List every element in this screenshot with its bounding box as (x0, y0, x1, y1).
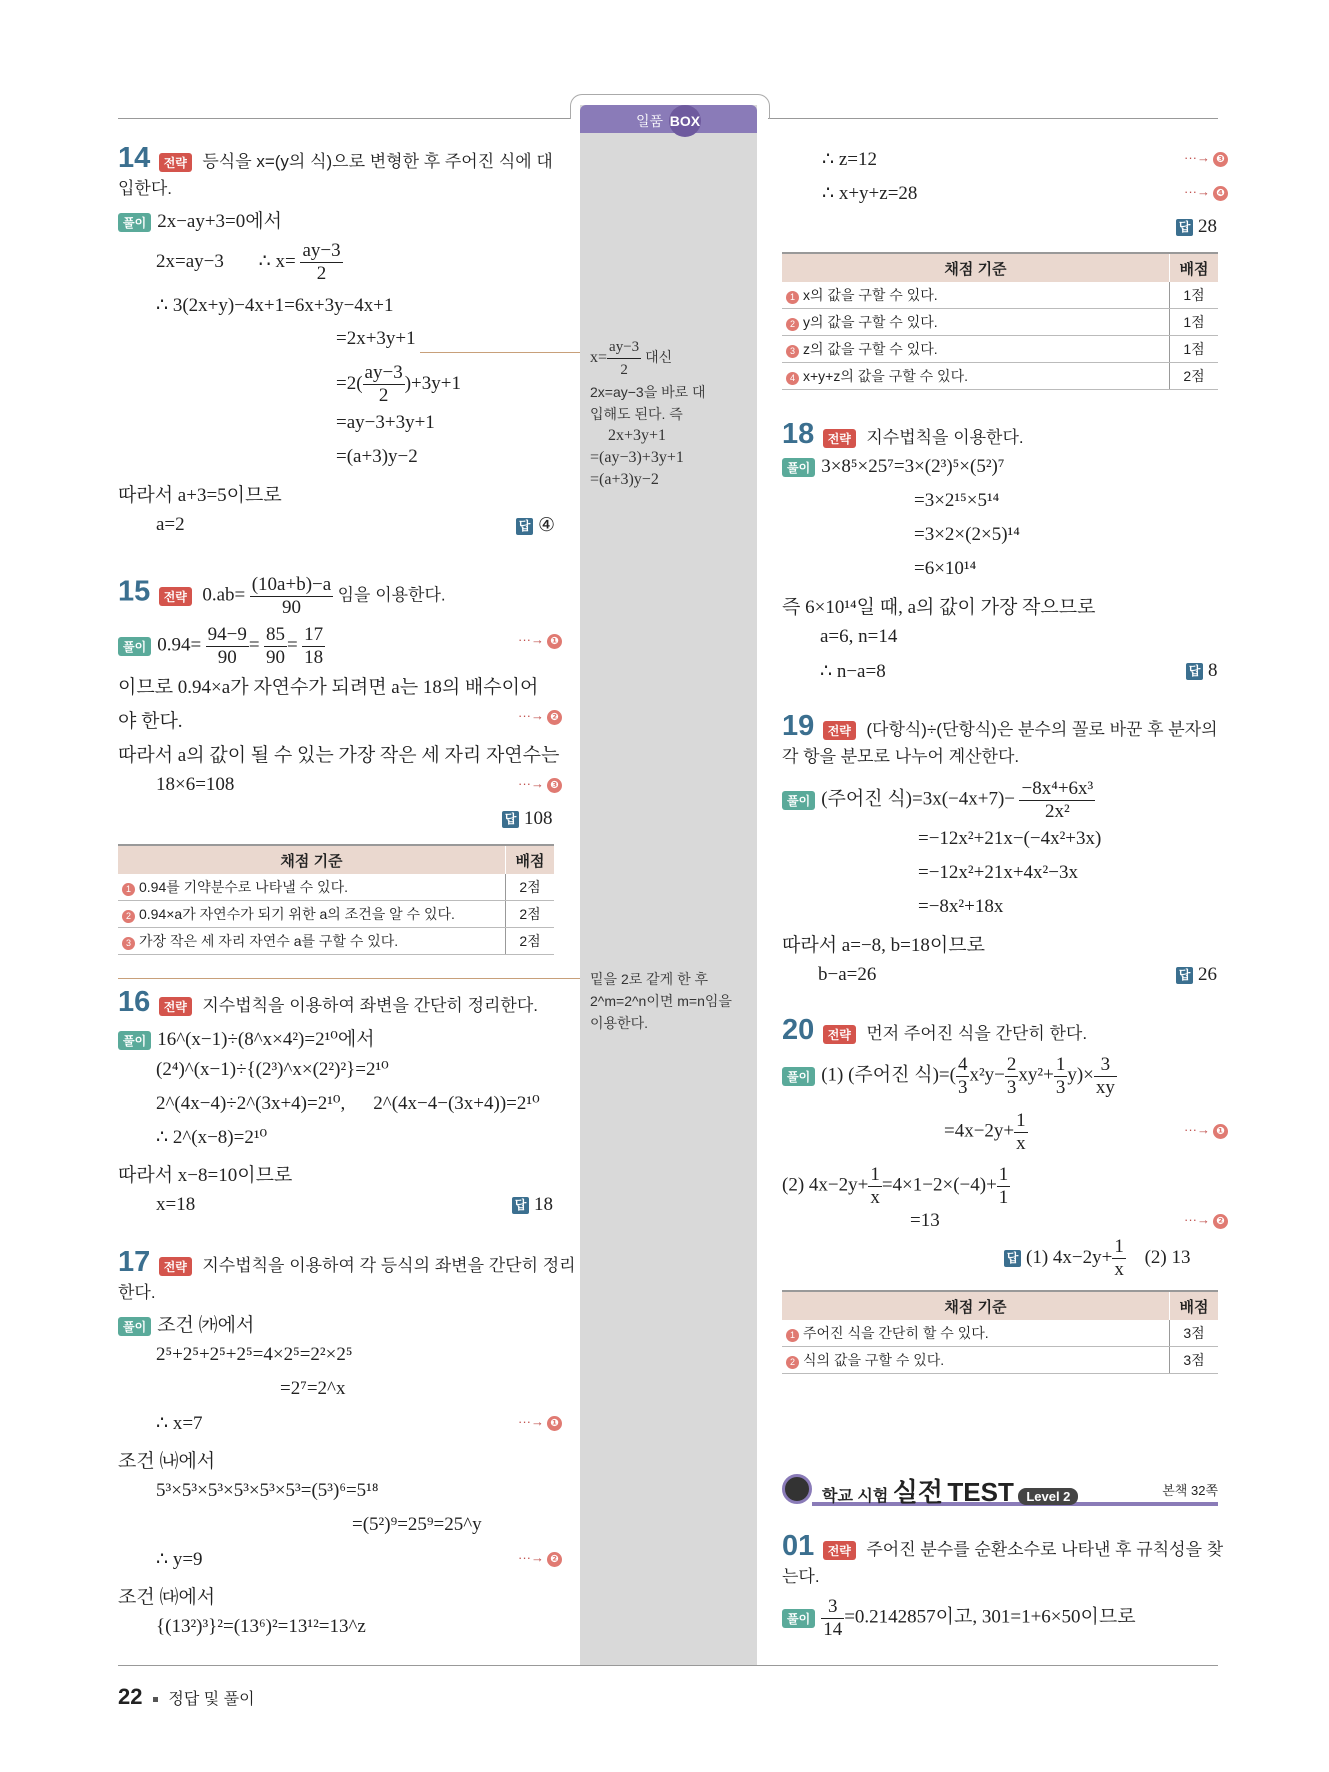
header-rule-left (118, 118, 570, 119)
footer-label: 정답 및 풀이 (168, 1691, 255, 1708)
table-row: 2 y의 값을 구할 수 있다. 1점 (782, 309, 1218, 336)
solution-tag: 풀이 (782, 458, 815, 477)
p18-line-3: =3×2×(2×5)¹⁴ (914, 524, 1020, 545)
p15-line-4: 따라서 a의 값이 될 수 있는 가장 작은 세 자리 자연수는 (118, 745, 560, 766)
step-marker: ···→ ❶ (518, 632, 562, 649)
p14-line-3: ∴ 3(2x+y)−4x+1=6x+3y−4x+1 (156, 295, 394, 316)
fraction: $\frac{(10a+b)-a}{90}$ (251, 574, 332, 618)
strategy-text: 지수법칙을 이용하여 좌변을 간단히 정리한다. (202, 996, 538, 1015)
p16-line-5: 따라서 x−8=10이므로 (118, 1165, 293, 1186)
p14-answer: 답 ④ (516, 514, 555, 537)
p19-answer: 답 26 (1176, 964, 1217, 986)
p17-line-8: ∴ y=9 (156, 1549, 203, 1570)
strategy-tag: 전략 (159, 587, 192, 606)
problem-number: 19 (782, 710, 815, 742)
p18-line-1: 풀이 3×8⁵×25⁷=3×(2³)⁵×(5²)⁷ (782, 456, 1004, 478)
p15-answer: 답 108 (502, 808, 553, 830)
level-badge: Level 2 (1018, 1488, 1078, 1505)
section-ref: 본책 32쪽 (1162, 1483, 1218, 1498)
connector-line (118, 978, 580, 979)
fraction: $\frac{4}{3}$ (957, 1054, 968, 1098)
table-header: 채점 기준 (782, 253, 1170, 282)
p16-line-4: ∴ 2^(x−8)=2¹⁰ (156, 1127, 268, 1148)
p17-line-6: 5³×5³×5³×5³×5³×5³=(5³)⁶=5¹⁸ (156, 1480, 379, 1501)
p20-scoring-table (782, 1290, 1218, 1374)
p14-line-7: =(a+3)y−2 (336, 446, 418, 467)
p17-cont-line-2: ∴ x+y+z=28 (822, 183, 918, 204)
p20-answer: 답 (1) 4x−2y+ $\frac{1}{x}$ (2) 13 (1004, 1236, 1191, 1281)
problem-15-header: 15 전략 0.ab= $\frac{(10a+b)-a}{90}$ 임을 이용한다. (118, 574, 446, 618)
p17-line-2: 2⁵+2⁵+2⁵+2⁵=4×2⁵=2²×2⁵ (156, 1344, 353, 1365)
p17-line-3: =2⁷=2^x (280, 1378, 346, 1399)
fraction: $\frac{2}{3}$ (1006, 1054, 1017, 1098)
fraction: $\frac{ay-3}{2}$ (302, 240, 341, 284)
p17-scoring-table (782, 252, 1218, 390)
p14-eq-1: 2x−ay+3=0에서 (157, 211, 282, 232)
step-marker: ···→ ❹ (1184, 184, 1228, 201)
p15-line-3: 야 한다. (118, 711, 183, 732)
problem-number: 15 (118, 575, 151, 608)
p14-line-6: =ay−3+3y+1 (336, 412, 435, 433)
strategy-text: (다항식)÷(단항식)은 분수의 꼴로 바꾼 후 분자의 (866, 720, 1218, 739)
p20-line-4: =13 (910, 1210, 940, 1231)
strategy-text-cont: 는다. (782, 1567, 820, 1586)
fraction: $\frac{ay-3}{2}$ (607, 336, 641, 381)
fraction: $\frac{1}{x}$ (1016, 1110, 1026, 1154)
solution-tag: 풀이 (782, 1609, 815, 1628)
p14-eq-2a: 2x=ay−3 (156, 250, 224, 272)
step-marker: ···→ ❷ (518, 708, 562, 725)
p15-scoring-table (118, 844, 554, 955)
step-marker: ···→ ❸ (1184, 150, 1228, 167)
strategy-text: 지수법칙을 이용하여 각 등식의 좌변을 간단히 정리 (202, 1256, 576, 1275)
problem-number: 17 (118, 1246, 151, 1278)
p18-answer: 답 8 (1186, 660, 1218, 682)
p14-line-4: =2x+3y+1 (336, 328, 416, 349)
p15-line-5: 18×6=108 (156, 774, 235, 795)
solution-tag: 풀이 (118, 213, 151, 232)
p17-cont-line-1: ∴ z=12 (822, 149, 877, 170)
strategy-tag: 전략 (823, 1025, 856, 1044)
problem-number: 14 (118, 142, 151, 174)
section-title-a: 학교 시험 (822, 1488, 889, 1505)
p18-line-7: ∴ n−a=8 (820, 661, 886, 682)
strategy-text-cont: 한다. (118, 1283, 156, 1302)
p17-line-1: 풀이 조건 ㈎에서 (118, 1310, 254, 1337)
p16-line-2: (2⁴)^(x−1)÷{(2³)^x×(2²)²}=2¹⁰ (156, 1059, 389, 1080)
problem-17-header (118, 1246, 576, 1279)
fraction: $\frac{3}{xy}$ (1095, 1054, 1115, 1098)
table-row: 1 0.94를 기약분수로 나타낼 수 있다. 2점 (118, 874, 554, 901)
section-title-b: 실전 (892, 1477, 943, 1507)
page-number: 22 (118, 1684, 143, 1709)
p19-line-6: b−a=26 (818, 964, 877, 985)
box-header (580, 105, 757, 133)
p18-line-6: a=6, n=14 (820, 626, 898, 647)
p17-line-9: 조건 ㈐에서 (118, 1587, 216, 1608)
p19-line-1: 풀이 (주어진 식)=3x(−4x+7)− $\frac{\text{−8x⁴+6x³}}{\text{2x²}}$ (782, 778, 1095, 823)
box-prefix: 일품 (636, 113, 664, 129)
strategy-tag: 전략 (159, 153, 192, 172)
problem-number: 20 (782, 1014, 815, 1046)
p20-line-3: (2) 4x−2y+ $\frac{1}{x}$ =4×1−2×(−4)+ $\frac{1}{1}$ (782, 1164, 1009, 1208)
p14-line-5: =2( $\frac{ay-3}{2}$ )+3y+1 (336, 362, 461, 406)
p16-answer: 답 18 (512, 1194, 553, 1216)
p14-line-9: a=2 (156, 514, 185, 535)
table-header: 채점 기준 (782, 1291, 1170, 1320)
table-row: 2 식의 값을 구할 수 있다. 3점 (782, 1347, 1218, 1374)
strategy-text: 등식을 x=(y의 식)으로 변형한 후 주어진 식에 대 (202, 152, 553, 171)
footer-rule (118, 1665, 1218, 1666)
section-header (782, 1470, 1218, 1506)
p17-line-5: 조건 ㈏에서 (118, 1451, 216, 1472)
fraction: $\frac{85}{90}$ (266, 624, 285, 668)
step-marker: ···→ ❷ (518, 1550, 562, 1567)
solution-tag: 풀이 (118, 1031, 151, 1050)
p14-line-8: 따라서 a+3=5이므로 (118, 485, 282, 506)
strategy-tag: 전략 (823, 1541, 856, 1560)
problem-18-header (782, 418, 1024, 451)
strategy-text: 0.ab= (202, 584, 246, 606)
footer (118, 1684, 255, 1710)
table-row: 3 가장 작은 세 자리 자연수 a를 구할 수 있다. 2점 (118, 928, 554, 955)
solution-tag: 풀이 (782, 791, 815, 810)
table-row: 3 z의 값을 구할 수 있다. 1점 (782, 336, 1218, 363)
fraction: $\frac{1}{x}$ (870, 1164, 880, 1208)
p20-line-2: =4x−2y+ $\frac{1}{x}$ (944, 1110, 1026, 1154)
p16-line-6: x=18 (156, 1194, 196, 1215)
p16-line-1: 풀이 16^(x−1)÷(8^x×4²)=2¹⁰에서 (118, 1024, 375, 1051)
step-marker: ···→ ❷ (1184, 1212, 1228, 1229)
p17-line-4: ∴ x=7 (156, 1413, 203, 1434)
strategy-text-cont: 입한다. (118, 179, 172, 198)
fraction: $\frac{3}{14}$ (823, 1596, 843, 1640)
p17-line-10: {(13²)³}²=(13⁶)²=13¹²=13^z (156, 1616, 366, 1637)
table-header: 배점 (506, 845, 555, 874)
p19-line-5: 따라서 a=−8, b=18이므로 (782, 935, 985, 956)
box-label: BOX (669, 105, 701, 137)
step-marker: ···→ ❶ (1184, 1122, 1228, 1139)
step-marker: ···→ ❸ (518, 776, 562, 793)
problem-14-header (118, 142, 553, 175)
p14-eq-2b: ∴ x= (258, 250, 296, 272)
table-row: 2 0.94×a가 자연수가 되기 위한 a의 조건을 알 수 있다. 2점 (118, 901, 554, 928)
fraction: $\frac{\text{−8x⁴+6x³}}{\text{2x²}}$ (1021, 778, 1094, 822)
solution-tag: 풀이 (118, 1317, 151, 1336)
p19-line-4: =−8x²+18x (918, 896, 1004, 917)
strategy-text: 먼저 주어진 식을 간단히 한다. (866, 1024, 1088, 1043)
solution-tag: 풀이 (118, 637, 151, 656)
p18-line-5: 즉 6×10¹⁴일 때, a의 값이 가장 작으므로 (782, 597, 1096, 618)
p16-line-3: 2^(4x−4)÷2^(3x+4)=2¹⁰, 2^(4x−4−(3x+4))=2¹⁰ (156, 1093, 540, 1114)
p14-line-2 (156, 240, 343, 285)
solution-tag: 풀이 (782, 1067, 815, 1086)
p15-line-2: 이므로 0.94×a가 자연수가 되려면 a는 18의 배수이어 (118, 677, 539, 698)
p14-line-1 (118, 206, 282, 233)
strategy-tag: 전략 (823, 429, 856, 448)
section-title-c: TEST (947, 1477, 1014, 1507)
problem-number: 16 (118, 986, 151, 1018)
connector-line (420, 352, 580, 353)
problem-number: 01 (782, 1530, 815, 1562)
table-header: 배점 (1170, 1291, 1219, 1320)
header-rule-right (768, 118, 1218, 119)
problem-19-header (782, 710, 1218, 743)
problem-01-header (782, 1530, 1223, 1563)
p18-line-2: =3×2¹⁵×5¹⁴ (914, 490, 1000, 511)
fraction: $\frac{1}{3}$ (1055, 1054, 1066, 1098)
strategy-text-cont: 각 항을 분모로 나누어 계산한다. (782, 747, 1020, 766)
problem-16-header (118, 986, 538, 1019)
strategy-tag: 전략 (159, 1257, 192, 1276)
problem-number: 18 (782, 418, 815, 450)
fraction: $\frac{1}{x}$ (1114, 1236, 1124, 1280)
fraction: $\frac{ay-3}{2}$ (364, 362, 403, 406)
sidebar-note-1: x= $\frac{ay-3}{2}$ 대신 2x=ay−3을 바로 대 입해도 된다. 즉 2x+3y+1 =(ay−3)+3y+1 =(a+3)y−2 (590, 336, 706, 491)
p19-line-2: =−12x²+21x−(−4x²+3x) (918, 828, 1102, 849)
step-marker: ···→ ❶ (518, 1414, 562, 1431)
p18-line-4: =6×10¹⁴ (914, 558, 977, 579)
fraction: $\frac{94-9}{90}$ (207, 624, 247, 668)
p20-line-1: 풀이 (1) (주어진 식)=( $\frac{4}{3}$ x²y− $\frac{2}{3}$ xy²+ $\frac{1}{3}$ y)× $\frac{3}{xy}$ (782, 1054, 1117, 1099)
table-header: 배점 (1170, 253, 1219, 282)
section-bullet-icon (782, 1474, 812, 1504)
strategy-tag: 전략 (823, 721, 856, 740)
sidebar-note-2: 밑을 2로 같게 한 후 2^m=2^n이면 m=n임을 이용한다. (590, 971, 732, 1031)
strategy-tag: 전략 (159, 997, 192, 1016)
table-row: 1 x의 값을 구할 수 있다. 1점 (782, 282, 1218, 309)
problem-20-header (782, 1014, 1087, 1047)
strategy-text: 지수법칙을 이용한다. (866, 428, 1024, 447)
table-header: 채점 기준 (118, 845, 506, 874)
p01-line-1: 풀이 $\frac{3}{14}$ =0.2142857이고, 301=1+6×50이므로 (782, 1596, 1136, 1641)
p17-line-7: =(5²)⁹=25⁹=25^y (352, 1514, 482, 1535)
table-row: 4 x+y+z의 값을 구할 수 있다. 2점 (782, 363, 1218, 390)
p15-line-1: 풀이 0.94= $\frac{94-9}{90}$ = $\frac{85}{90}$ = $\frac{17}{18}$ (118, 624, 325, 669)
fraction: $\frac{1}{1}$ (998, 1164, 1009, 1208)
fraction: $\frac{17}{18}$ (304, 624, 324, 668)
strategy-text: 주어진 분수를 순환소수로 나타낸 후 규칙성을 찾 (866, 1540, 1224, 1559)
table-row: 1 주어진 식을 간단히 할 수 있다. 3점 (782, 1320, 1218, 1347)
p19-line-3: =−12x²+21x+4x²−3x (918, 862, 1078, 883)
p17-answer: 답 28 (1176, 216, 1217, 238)
